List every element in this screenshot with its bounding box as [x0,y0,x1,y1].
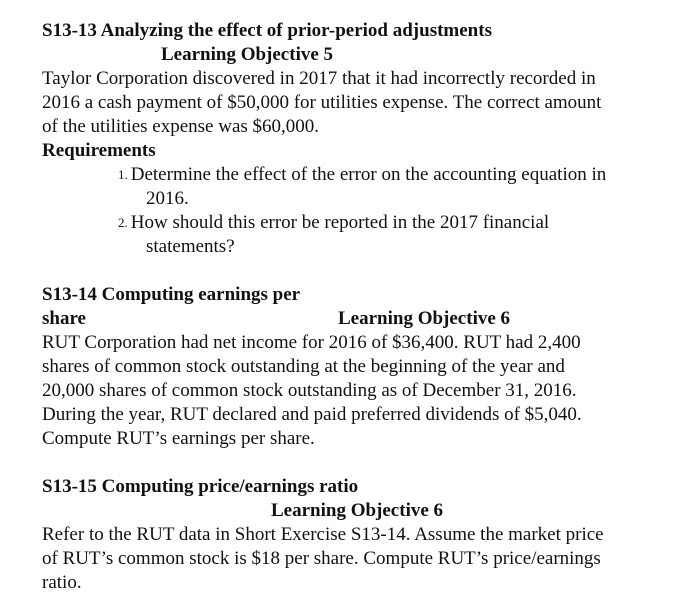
requirement-1-line-2: 2016. [146,188,189,209]
body-line-s13-14-3: 20,000 shares of common stock outstanding as of December 31, 2016. [42,380,577,401]
body-line-s13-13-3: of the utilities expense was $60,000. [42,116,320,137]
learning-objective-s13-15: Learning Objective 6 [271,500,444,521]
exercise-title-s13-15: S13-15 Computing price/earnings ratio [42,476,359,497]
requirement-2 [118,211,549,235]
body-line-s13-15-2: of RUT’s common stock is $18 per share. Compute RUT’s price/earnings [42,548,601,569]
requirement-1 [118,163,606,187]
body-line-s13-15-3: ratio. [42,572,82,593]
requirement-2-line-2: statements? [146,236,235,257]
body-line-s13-15-1: Refer to the RUT data in Short Exercise S13-14. Assume the market price [42,524,604,545]
exercise-title-s13-14-cont: share [42,308,86,329]
learning-objective-s13-14: Learning Objective 6 [338,308,511,329]
exercise-title-s13-14: S13-14 Computing earnings per [42,284,301,305]
requirements-heading: Requirements [42,140,156,161]
learning-objective-s13-13: Learning Objective 5 [161,44,334,65]
requirement-1-number: 1. [118,167,128,182]
body-line-s13-14-2: shares of common stock outstanding at the beginning of the year and [42,356,565,377]
body-line-s13-14-5: Compute RUT’s earnings per share. [42,428,315,449]
requirement-1-line-1: Determine the effect of the error on the accounting equation in [130,164,607,185]
body-line-s13-13-2: 2016 a cash payment of $50,000 for utilities expense. The correct amount [42,92,602,113]
body-line-s13-14-1: RUT Corporation had net income for 2016 of $36,400. RUT had 2,400 [42,332,581,353]
body-line-s13-13-1: Taylor Corporation discovered in 2017 that it had incorrectly recorded in [42,68,596,89]
requirement-2-number: 2. [118,215,128,230]
requirement-2-line-1: How should this error be reported in the 2017 financial [130,212,550,233]
body-line-s13-14-4: During the year, RUT declared and paid preferred dividends of $5,040. [42,404,582,425]
exercise-title-s13-13: S13-13 Analyzing the effect of prior-period adjustments [42,20,492,41]
